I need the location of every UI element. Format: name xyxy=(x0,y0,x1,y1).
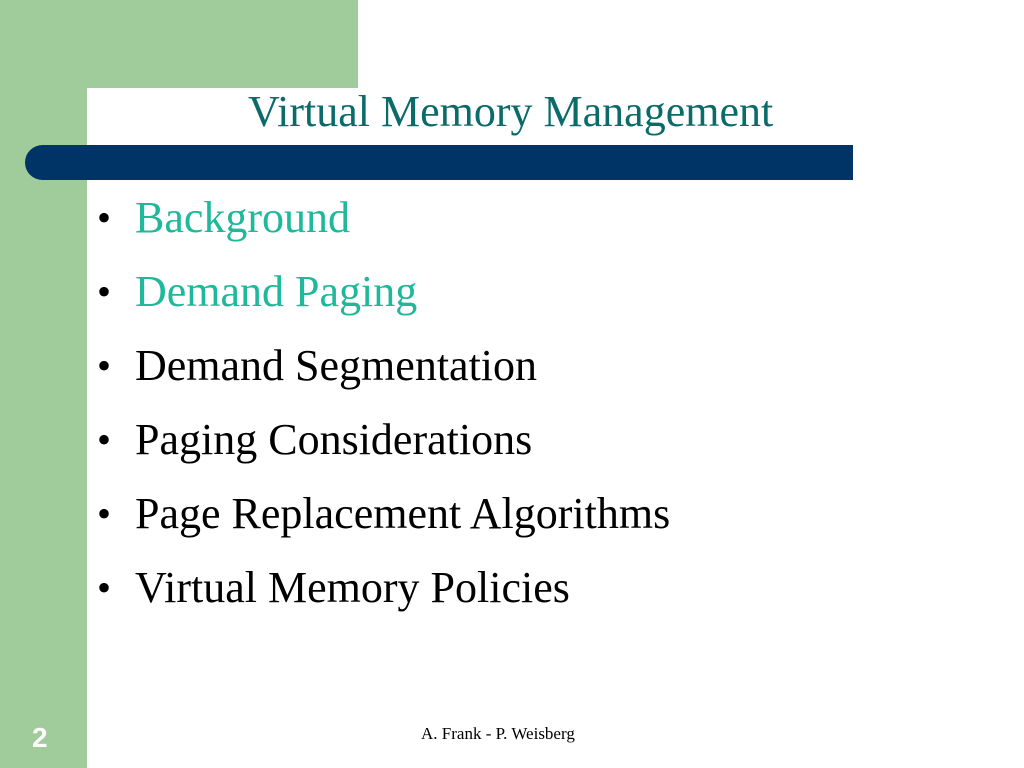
bullet-list xyxy=(97,188,670,632)
list-item-text: Background xyxy=(135,193,351,242)
list-item-text: Page Replacement Algorithms xyxy=(135,489,671,538)
bullet-icon: • xyxy=(97,195,112,240)
list-item xyxy=(97,558,670,632)
list-item xyxy=(97,336,670,410)
list-item xyxy=(97,262,670,336)
bullet-icon: • xyxy=(97,565,112,610)
left-green-band xyxy=(0,0,87,768)
list-item-text: Demand Paging xyxy=(135,267,418,316)
list-item xyxy=(97,410,670,484)
title-underline-bar xyxy=(25,145,853,180)
footer-author: A. Frank - P. Weisberg xyxy=(421,724,575,743)
bullet-icon: • xyxy=(97,343,112,388)
bullet-icon: • xyxy=(97,491,112,536)
list-item xyxy=(97,188,670,262)
list-item-text: Demand Segmentation xyxy=(135,341,538,390)
bullet-icon: • xyxy=(97,269,112,314)
bullet-icon: • xyxy=(97,417,112,462)
slide-title: Virtual Memory Management xyxy=(248,87,774,136)
top-green-band xyxy=(0,0,358,88)
page-number: 2 xyxy=(32,722,48,753)
list-item xyxy=(97,484,670,558)
list-item-text: Virtual Memory Policies xyxy=(135,563,570,612)
list-item-text: Paging Considerations xyxy=(135,415,533,464)
